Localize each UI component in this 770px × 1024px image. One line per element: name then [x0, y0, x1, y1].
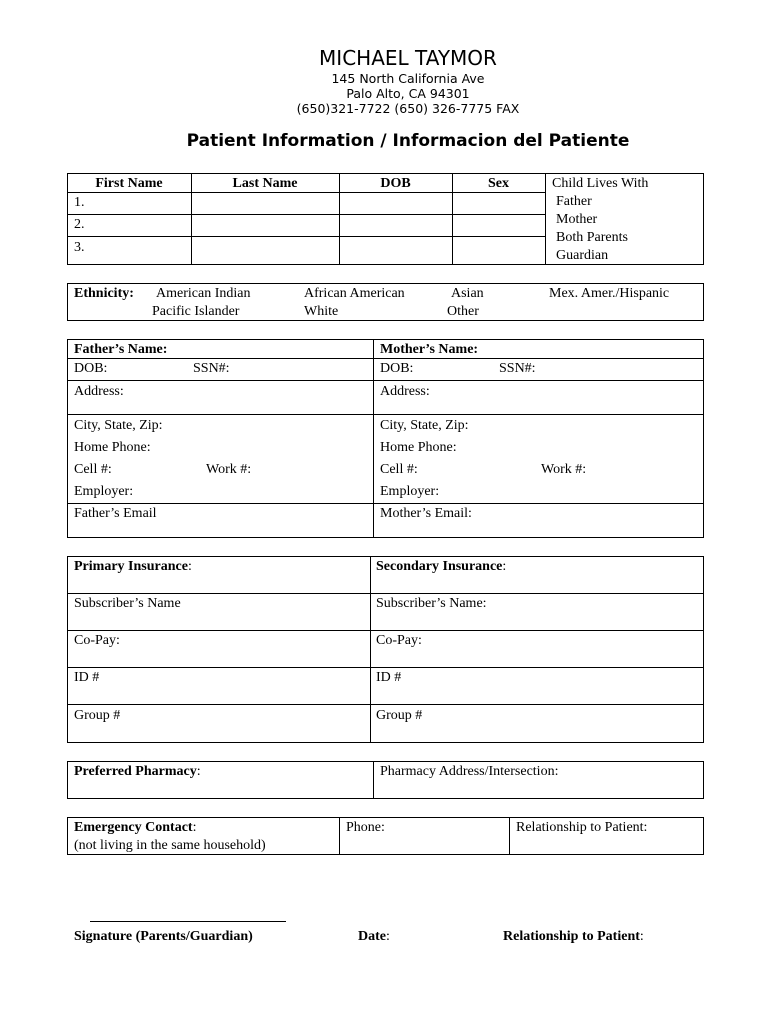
ethnicity-label: Ethnicity:	[74, 286, 134, 301]
mother-work-field[interactable]: Work #:	[541, 462, 587, 477]
practice-name: MICHAEL TAYMOR	[319, 46, 497, 70]
row-divider	[67, 503, 704, 504]
emergency-divider	[339, 817, 340, 855]
colon: :	[187, 559, 192, 574]
row-divider	[67, 214, 545, 215]
colon: :	[386, 929, 390, 944]
mother-dob-field[interactable]: DOB:	[380, 361, 414, 376]
pharmacy-address-field[interactable]: Pharmacy Address/Intersection:	[380, 764, 559, 779]
row-divider	[67, 630, 704, 631]
emergency-phone-field[interactable]: Phone:	[346, 820, 385, 835]
primary-insurance-text: Primary Insurance	[74, 559, 188, 574]
father-city-field[interactable]: City, State, Zip:	[74, 418, 163, 433]
mother-home-phone-field[interactable]: Home Phone:	[380, 440, 457, 455]
secondary-insurance-label	[376, 559, 506, 575]
emergency-relationship-field[interactable]: Relationship to Patient:	[516, 820, 648, 835]
form-title: Patient Information / Informacion del Patiente	[186, 131, 630, 151]
date-label	[358, 929, 390, 945]
signature-relationship-label	[503, 929, 644, 945]
primary-copay-field[interactable]: Co-Pay:	[74, 633, 120, 648]
insurance-divider	[370, 556, 371, 743]
emergency-divider	[509, 817, 510, 855]
mother-employer-field[interactable]: Employer:	[380, 484, 440, 499]
ethnicity-american-indian[interactable]: American Indian	[156, 286, 251, 301]
colon: :	[196, 764, 201, 779]
signature-relationship-text: Relationship to Patient	[503, 929, 640, 944]
col-divider	[545, 173, 546, 265]
colon: :	[192, 820, 197, 835]
mother-ssn-field[interactable]: SSN#:	[499, 361, 536, 376]
row-divider	[67, 704, 704, 705]
lives-with-title: Child Lives With	[552, 176, 649, 191]
row-divider	[67, 380, 704, 381]
lives-with-father[interactable]: Father	[556, 194, 592, 209]
secondary-subscriber-field[interactable]: Subscriber’s Name:	[376, 596, 487, 611]
primary-subscriber-field[interactable]: Subscriber’s Name	[74, 596, 181, 611]
practice-address-line1: 145 North California Ave	[331, 71, 485, 86]
ethnicity-african-american[interactable]: African American	[304, 286, 405, 301]
ethnicity-pacific-islander[interactable]: Pacific Islander	[152, 304, 240, 319]
father-email-field[interactable]: Father’s Email	[74, 506, 157, 521]
parents-divider	[373, 339, 374, 538]
primary-id-field[interactable]: ID #	[74, 670, 100, 685]
row-divider	[67, 236, 545, 237]
signature-line[interactable]	[90, 921, 286, 922]
date-text: Date	[358, 929, 386, 944]
row-divider	[67, 192, 545, 193]
patient-row-2[interactable]: 2.	[74, 217, 85, 232]
secondary-insurance-text: Secondary Insurance	[376, 559, 503, 574]
mother-address-field[interactable]: Address:	[380, 384, 430, 399]
secondary-id-field[interactable]: ID #	[376, 670, 402, 685]
primary-insurance-label	[74, 559, 192, 575]
column-header-sex: Sex	[488, 176, 509, 191]
ethnicity-asian[interactable]: Asian	[451, 286, 484, 301]
preferred-pharmacy-text: Preferred Pharmacy	[74, 764, 197, 779]
lives-with-both-parents[interactable]: Both Parents	[556, 230, 628, 245]
column-header-first-name: First Name	[95, 176, 163, 191]
row-divider	[67, 414, 704, 415]
ethnicity-other[interactable]: Other	[447, 304, 479, 319]
father-dob-field[interactable]: DOB:	[74, 361, 108, 376]
column-header-last-name: Last Name	[232, 176, 298, 191]
pharmacy-divider	[373, 761, 374, 799]
secondary-group-field[interactable]: Group #	[376, 708, 423, 723]
father-ssn-field[interactable]: SSN#:	[193, 361, 230, 376]
primary-group-field[interactable]: Group #	[74, 708, 121, 723]
patient-row-1[interactable]: 1.	[74, 195, 85, 210]
ethnicity-mex-amer-hispanic[interactable]: Mex. Amer./Hispanic	[549, 286, 670, 301]
father-name-label: Father’s Name:	[74, 342, 168, 357]
father-address-field[interactable]: Address:	[74, 384, 124, 399]
emergency-contact-note: (not living in the same household)	[74, 838, 266, 853]
practice-address-line2: Palo Alto, CA 94301	[346, 86, 470, 101]
patient-row-3[interactable]: 3.	[74, 240, 85, 255]
father-cell-field[interactable]: Cell #:	[74, 462, 112, 477]
row-divider	[67, 593, 704, 594]
practice-phone: (650)321-7722 (650) 326-7775 FAX	[296, 101, 520, 116]
preferred-pharmacy-label	[74, 764, 201, 780]
emergency-contact-label	[74, 820, 196, 836]
mother-email-field[interactable]: Mother’s Email:	[380, 506, 472, 521]
colon: :	[502, 559, 507, 574]
colon: :	[639, 929, 644, 944]
lives-with-guardian[interactable]: Guardian	[556, 248, 609, 263]
mother-name-label: Mother’s Name:	[380, 342, 479, 357]
signature-label: Signature (Parents/Guardian)	[74, 929, 253, 944]
father-work-field[interactable]: Work #:	[206, 462, 252, 477]
row-divider	[67, 358, 704, 359]
ethnicity-white[interactable]: White	[304, 304, 339, 319]
father-home-phone-field[interactable]: Home Phone:	[74, 440, 151, 455]
mother-city-field[interactable]: City, State, Zip:	[380, 418, 469, 433]
father-employer-field[interactable]: Employer:	[74, 484, 134, 499]
mother-cell-field[interactable]: Cell #:	[380, 462, 418, 477]
row-divider	[67, 667, 704, 668]
column-header-dob: DOB	[380, 176, 411, 191]
secondary-copay-field[interactable]: Co-Pay:	[376, 633, 422, 648]
emergency-contact-text: Emergency Contact	[74, 820, 193, 835]
lives-with-mother[interactable]: Mother	[556, 212, 598, 227]
